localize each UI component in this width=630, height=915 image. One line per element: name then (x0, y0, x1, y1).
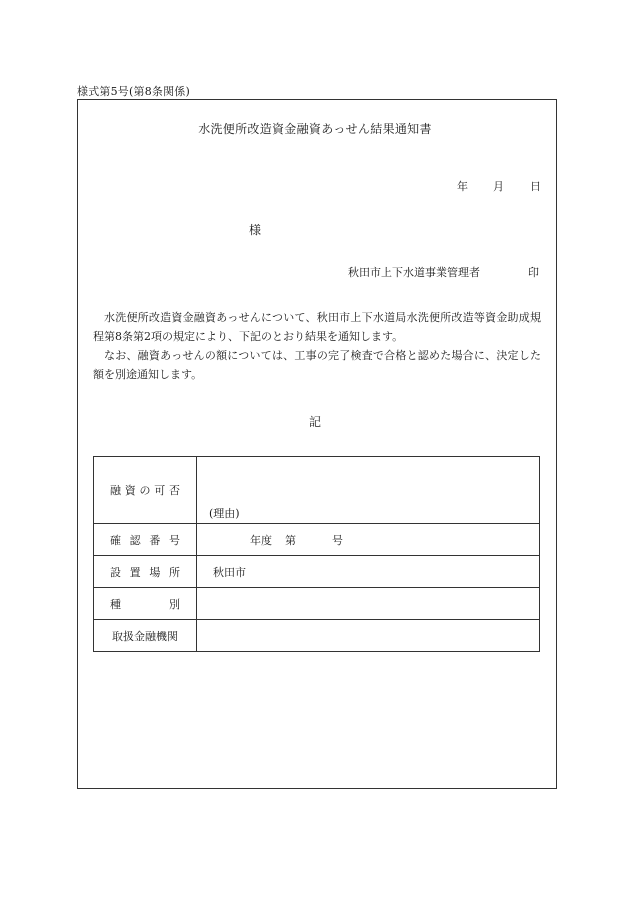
confirm-year-text: 年度 (250, 533, 272, 547)
body-text (93, 308, 541, 384)
details-table (93, 456, 540, 652)
date-day: 日 (530, 180, 541, 193)
table-row-confirm (94, 524, 540, 556)
document-title: 水洗便所改造資金融資あっせん結果通知書 (198, 122, 432, 136)
seal-mark: 印 (528, 266, 539, 279)
issuer-name: 秋田市上下水道事業管理者 (348, 266, 480, 279)
body-paragraph-2: なお、融資あっせんの額については、工事の完了検査で合格と認めた場合に、決定した額を別途通知します。 (93, 349, 541, 381)
bank-value[interactable] (197, 620, 540, 652)
table-row-type (94, 588, 540, 620)
type-label: 種 別 (94, 588, 197, 620)
install-location-value[interactable]: 秋田市 (197, 556, 540, 588)
table-row-bank (94, 620, 540, 652)
addressee-suffix: 様 (249, 223, 262, 237)
form-number-label: 様式第5号(第8条関係) (77, 85, 190, 98)
loan-reason-label: (理由) (209, 506, 240, 520)
date-year: 年 (457, 180, 468, 193)
install-location-label: 設 置 場 所 (94, 556, 197, 588)
loan-approval-label: 融 資 の 可 否 (94, 457, 197, 524)
document-frame (77, 99, 557, 789)
confirmation-number-value[interactable] (197, 524, 540, 556)
loan-approval-value[interactable] (197, 457, 540, 524)
confirmation-number-label: 確 認 番 号 (94, 524, 197, 556)
bank-label: 取扱金融機関 (94, 620, 197, 652)
ki-heading: 記 (308, 415, 321, 429)
table-row-loan (94, 457, 540, 524)
type-value[interactable] (197, 588, 540, 620)
table-row-location (94, 556, 540, 588)
confirm-gou-text: 号 (332, 533, 343, 547)
date-month: 月 (493, 180, 504, 193)
body-paragraph-1: 水洗便所改造資金融資あっせんについて、秋田市上下水道局水洗便所改造等資金助成規程第8条第2項の規定により、下記のとおり結果を通知します。 (93, 311, 541, 343)
confirm-dai-text: 第 (285, 533, 296, 547)
